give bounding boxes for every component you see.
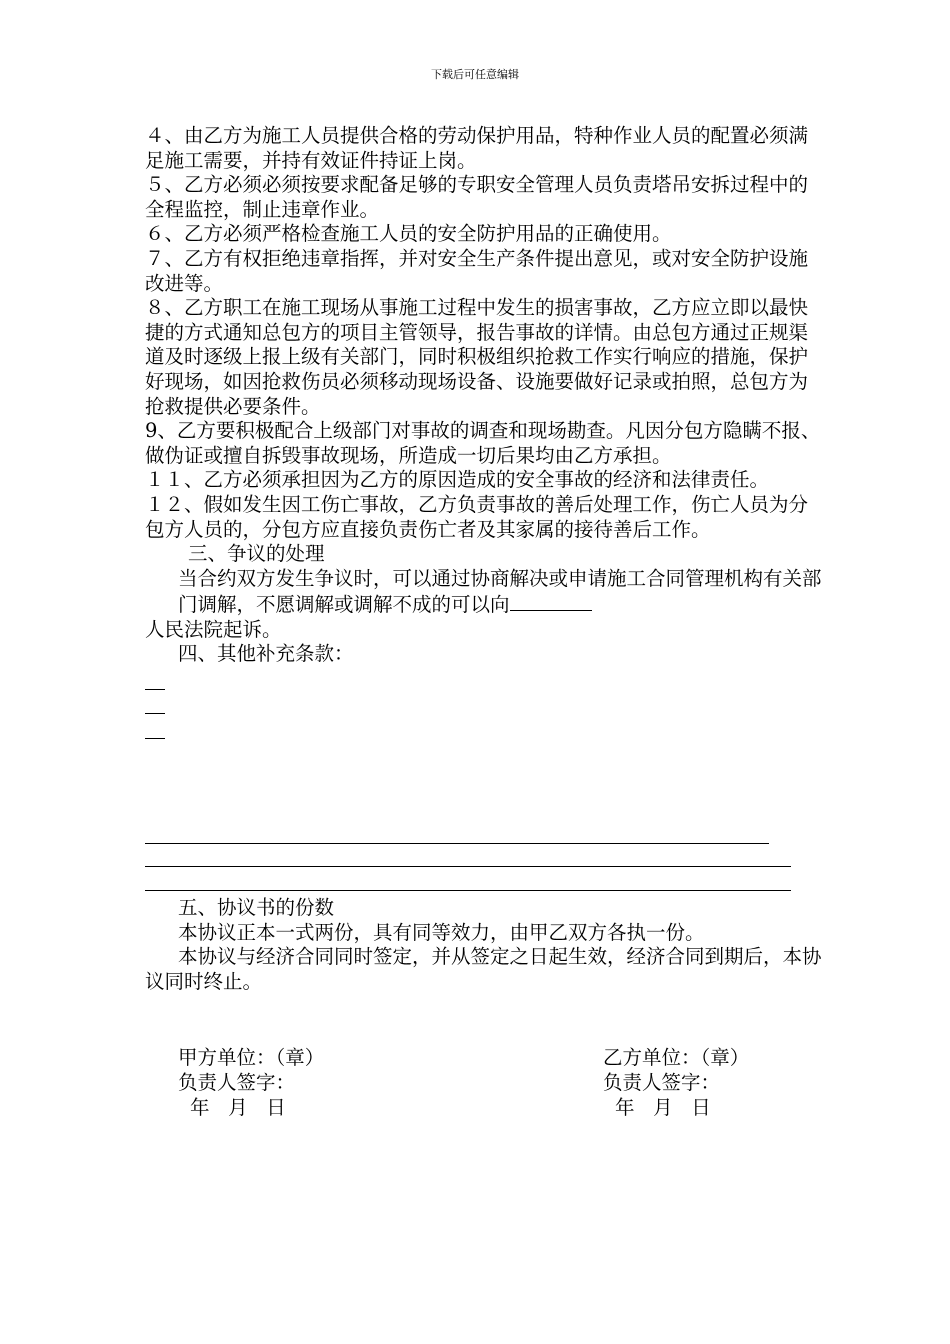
party-b-unit: 乙方单位：（章） [603, 1046, 750, 1069]
party-a-unit: 甲方单位：（章） [178, 1046, 325, 1069]
party-a-signature [178, 1045, 324, 1120]
clause-8: ８、乙方职工在施工现场从事施工过程中发生的损害事故，乙方应立即以最快捷的方式通知总包方的项目主管领导，报告事故的详情。由总包方通过正规渠道及时逐级上报上级有关部门，同时积极组织抢救工作实行响应的措施，保护好现场，如因抢救伤员必须移动现场设备、设施要做好记录或拍照，总包方为抢救提供必要条件。 [145, 296, 809, 418]
clause-6: ６、乙方必须严格检查施工人员的安全防护用品的正确使用。 [145, 222, 672, 246]
section-3-title: 三、争议的处理 [188, 542, 325, 566]
supplement-line-2[interactable] [145, 866, 791, 867]
section-5-line-1: 本协议正本一式两份，具有同等效力，由甲乙双方各执一份。 [178, 920, 705, 944]
section-5 [145, 896, 825, 994]
party-b-date: 年 月 日 [615, 1096, 711, 1119]
document-body [145, 124, 825, 743]
clause-4: ４、由乙方为施工人员提供合格的劳动保护用品，特种作业人员的配置必须满足施工需要，并持有效证件持证上岗。 [145, 124, 809, 172]
clause-7: ７、乙方有权拒绝违章指挥，并对安全生产条件提出意见，或对安全防护设施改进等。 [145, 246, 809, 295]
supplement-blank-2[interactable] [145, 694, 165, 719]
supplement-blank-1[interactable] [145, 669, 165, 694]
party-a-signer: 负责人签字： [178, 1071, 296, 1094]
court-blank-line[interactable] [510, 591, 592, 611]
clause-11: １１、乙方必须承担因为乙方的原因造成的安全事故的经济和法律责任。 [145, 468, 770, 492]
section-3-text-after: 人民法院起诉。 [145, 617, 282, 641]
section-5-line-2: 本协议与经济合同同时签定，并从签定之日起生效，经济合同到期后，本协议同时终止。 [145, 945, 822, 993]
section-3-text [145, 567, 825, 618]
supplement-line-3[interactable] [145, 890, 791, 891]
party-a-date: 年 月 日 [190, 1096, 286, 1119]
clause-12: １２、假如发生因工伤亡事故，乙方负责事故的善后处理工作，伤亡人员为分包方人员的，分包方应直接负责伤亡者及其家属的接待善后工作。 [145, 492, 809, 541]
party-b-signature [603, 1045, 749, 1120]
party-b-signer: 负责人签字： [603, 1071, 721, 1094]
page-header: 下载后可任意编辑 [431, 68, 519, 81]
section-5-title: 五、协议书的份数 [178, 896, 335, 919]
clause-5: ５、乙方必须必须按要求配备足够的专职安全管理人员负责塔吊安拆过程中的全程监控，制止违章作业。 [145, 173, 809, 221]
supplement-line-1[interactable] [145, 843, 769, 844]
section-4-title: 四、其他补充条款： [178, 642, 354, 666]
section-3-text-before: 当合约双方发生争议时，可以通过协商解决或申请施工合同管理机构有关部门调解，不愿调解或调解不成的可以向 [178, 566, 822, 617]
clause-9: 9、乙方要积极配合上级部门对事故的调查和现场勘查。凡因分包方隐瞒不报、做伪证或擅自拆毁事故现场，所造成一切后果均由乙方承担。 [145, 419, 821, 467]
supplement-blank-3[interactable] [145, 718, 165, 743]
